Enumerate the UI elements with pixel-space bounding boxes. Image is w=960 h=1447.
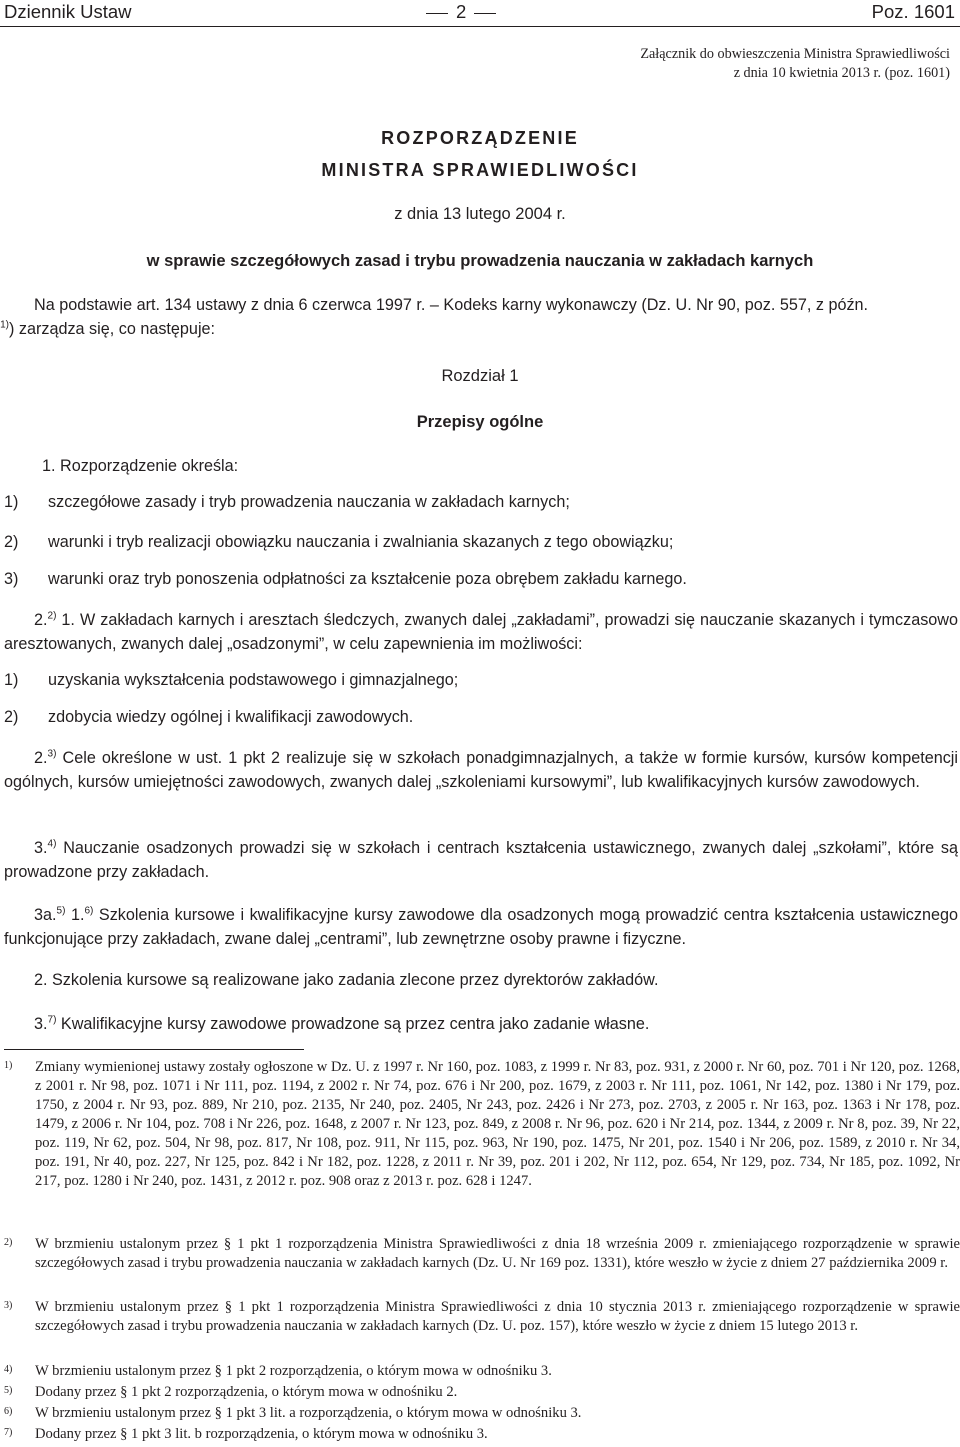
item-number: 1) (4, 671, 19, 689)
page-header (0, 0, 960, 30)
footnote-number: 6) (4, 1406, 13, 1417)
footnote-ref: 4) (47, 838, 57, 850)
preamble-text: Na podstawie art. 134 ustawy z dnia 6 czerwca 1997 r. – Kodeks karny wykonawczy (Dz. U. Nr 90, poz. 557, z późn. (34, 296, 869, 314)
footnote-text: Zmiany wymienionej ustawy zostały ogłoszone w Dz. U. z 1997 r. Nr 160, poz. 1083, z 1999 r. Nr 83, poz. 931, z 2000 r. Nr 60, poz. 701 i Nr 120, poz. 1268, z 2001 r. Nr 98, poz. 1071 i Nr 111, poz. 1194, z 2002 r. Nr 74, poz. 676 i Nr 200, poz. 1679, z 2003 r. Nr 111, poz. 1061, Nr 142, poz. 1380 i Nr 179, poz. 1750, z 2004 r. Nr 93, poz. 889, Nr 210, poz. 2135, Nr 240, poz. 2405, Nr 243, poz. 2426 i Nr 273, poz. 2703, z 2005 r. Nr 163, poz. 1363 i Nr 178, poz. 1479, z 2006 r. Nr 104, poz. 708 i Nr 226, poz. 1648, z 2007 r. Nr 123, poz. 849, z 2008 r. Nr 96, poz. 620 i Nr 214, poz. 1344, z 2009 r. Nr 8, poz. 39, Nr 22, poz. 119, Nr 62, poz. 504, Nr 98, poz. 817, Nr 108, poz. 911, Nr 115, poz. 963, Nr 190, poz. 1475, Nr 201, poz. 1540 i Nr 206, poz. 1589, z 2010 r. Nr 34, poz. 191, Nr 40, poz. 227, Nr 125, poz. 842 i Nr 182, poz. 1228, z 2011 r. Nr 39, poz. 201 i 202, Nr 112, poz. 654, Nr 129, poz. 734, Nr 185, poz. 1092, Nr 217, poz. 1280 i Nr 240, poz. 1431, z 2012 r. poz. 908 oraz z 2013 r. poz. 628 i 1247. (35, 1059, 960, 1189)
footnote-text: W brzmieniu ustalonym przez § 1 pkt 2 rozporządzenia, o którym mowa w odnośniku 3. (35, 1363, 552, 1379)
section-2 (4, 608, 958, 656)
section-2-paragraph-2 (4, 746, 958, 794)
footnote-number: 5) (4, 1385, 13, 1396)
chapter-title: Przepisy ogólne (416, 413, 544, 431)
footnote-ref: 7) (47, 1014, 57, 1026)
section-number: 3a. (34, 906, 57, 924)
journal-name: Dziennik Ustaw (4, 1, 132, 22)
footnote-number: 2) (4, 1237, 13, 1248)
chapter-label: Rozdział 1 (441, 367, 519, 385)
preamble-cont-b: ) zarządza się, co następuje: (8, 320, 216, 338)
item-number: 1) (4, 493, 19, 511)
act-date: z dnia 13 lutego 2004 r. (394, 205, 566, 223)
paragraph-text: Cele określone w ust. 1 pkt 2 realizuje się w szkołach ponadgimnazjalnych, a także w formie kursów, kursów kompetencji ogólnych, kursów umiejętności zawodowych, zwanych dalej „szkoleniami kursowymi”, lub kwalifikacyjnych kursów zawodowych. (4, 749, 958, 791)
section-text: Szkolenia kursowe i kwalifikacyjne kursy zawodowe dla osadzonych mogą prowadzić centra kształcenia ustawicznego funkcjonujące przy zakładach, zwane dalej „centrami”, lub zewnętrzne osoby prawne i fizyczne. (4, 906, 959, 948)
footnote-ref: 1) (0, 319, 9, 331)
annex-line-2: z dnia 10 kwietnia 2013 r. (poz. 1601) (733, 65, 950, 81)
footnote-number: 3) (4, 1300, 13, 1311)
footnote-number: 1) (4, 1060, 13, 1071)
section-1-lead (28, 454, 948, 478)
annex-note (530, 45, 950, 83)
section-3a-paragraph-2 (4, 968, 958, 992)
section-number: 3. (34, 839, 48, 857)
item-number: 3) (4, 570, 19, 588)
item-number: 2) (4, 708, 19, 726)
item-text: warunki i tryb realizacji obowiązku nauczania i zwalniania skazanych z tego obowiązku; (48, 533, 674, 551)
section-3a-paragraph-3 (4, 1012, 958, 1036)
paragraph-text: Kwalifikacyjne kursy zawodowe prowadzone są przez centra jako zadanie własne. (56, 1015, 650, 1033)
page-number: 2 (456, 1, 467, 22)
section-3a (4, 903, 958, 951)
position-number: Poz. 1601 (871, 1, 955, 22)
footnote-ref: 3) (47, 748, 57, 760)
item-number: 2) (4, 533, 19, 551)
footnote-separator (4, 1049, 304, 1050)
item-text: zdobycia wiedzy ogólnej i kwalifikacji zawodowych. (48, 708, 414, 726)
section-number: 2. (34, 611, 48, 629)
section-1-text: 1. Rozporządzenie określa: (42, 457, 239, 475)
footnote-number: 7) (4, 1427, 13, 1438)
footnote-ref: 2) (47, 610, 57, 622)
footnote-text: Dodany przez § 1 pkt 3 lit. b rozporządzenia, o którym mowa w odnośniku 3. (35, 1426, 488, 1442)
footnote-number: 4) (4, 1364, 13, 1375)
footnote-ref: 6) (84, 905, 94, 917)
footnote-text: W brzmieniu ustalonym przez § 1 pkt 3 lit. a rozporządzenia, o którym mowa w odnośniku 3. (35, 1405, 582, 1421)
section-text: 1. W zakładach karnych i aresztach śledczych, zwanych dalej „zakładami”, prowadzi się nauczanie skazanych i tymczasowo aresztowanych, zwanych dalej „osadzonymi”, w celu zapewnienia im możliwości: (4, 611, 958, 653)
footnote-text: W brzmieniu ustalonym przez § 1 pkt 1 rozporządzenia Ministra Sprawiedliwości z dnia 18 września 2009 r. zmieniającego rozporządzenie w sprawie szczegółowych zasad i trybu prowadzenia nauczania w zakładach karnych (Dz. U. Nr 169 poz. 1331), które weszło w życie z dniem 27 października 2009 r. (35, 1236, 960, 1271)
footnote-text: W brzmieniu ustalonym przez § 1 pkt 1 rozporządzenia Ministra Sprawiedliwości z dnia 10 stycznia 2013 r. zmieniającego rozporządzenie w sprawie szczegółowych zasad i trybu prowadzenia nauczania w zakładach karnych (Dz. U. poz. 157), które weszło w życie z dniem 15 lutego 2013 r. (35, 1299, 960, 1334)
paragraph-number: 1. (65, 906, 85, 924)
paragraph-number: 3. (34, 1015, 48, 1033)
item-text: szczegółowe zasady i tryb prowadzenia nauczania w zakładach karnych; (48, 493, 570, 511)
footnote-ref: 5) (56, 905, 66, 917)
paragraph-text: 2. Szkolenia kursowe są realizowane jako zadania zlecone przez dyrektorów zakładów. (34, 971, 659, 989)
preamble (0, 293, 958, 341)
act-type: ROZPORZĄDZENIE (381, 128, 579, 148)
item-text: warunki oraz tryb ponoszenia odpłatności za kształcenie poza obrębem zakładu karnego. (48, 570, 687, 588)
section-text: Nauczanie osadzonych prowadzi się w szkołach i centrach kształcenia ustawicznego, zwanych dalej „szkołami”, które są prowadzone przy zakładach. (4, 839, 958, 881)
act-subject: w sprawie szczegółowych zasad i trybu prowadzenia nauczania w zakładach karnych (146, 252, 814, 270)
section-3 (4, 836, 958, 884)
annex-line-1: Załącznik do obwieszczenia Ministra Sprawiedliwości (640, 46, 950, 62)
footnote-text: Dodany przez § 1 pkt 2 rozporządzenia, o którym mowa w odnośniku 2. (35, 1384, 458, 1400)
paragraph-number: 2. (34, 749, 48, 767)
act-issuer: MINISTRA SPRAWIEDLIWOŚCI (321, 160, 639, 180)
header-rule (0, 26, 960, 27)
item-text: uzyskania wykształcenia podstawowego i gimnazjalnego; (48, 671, 459, 689)
